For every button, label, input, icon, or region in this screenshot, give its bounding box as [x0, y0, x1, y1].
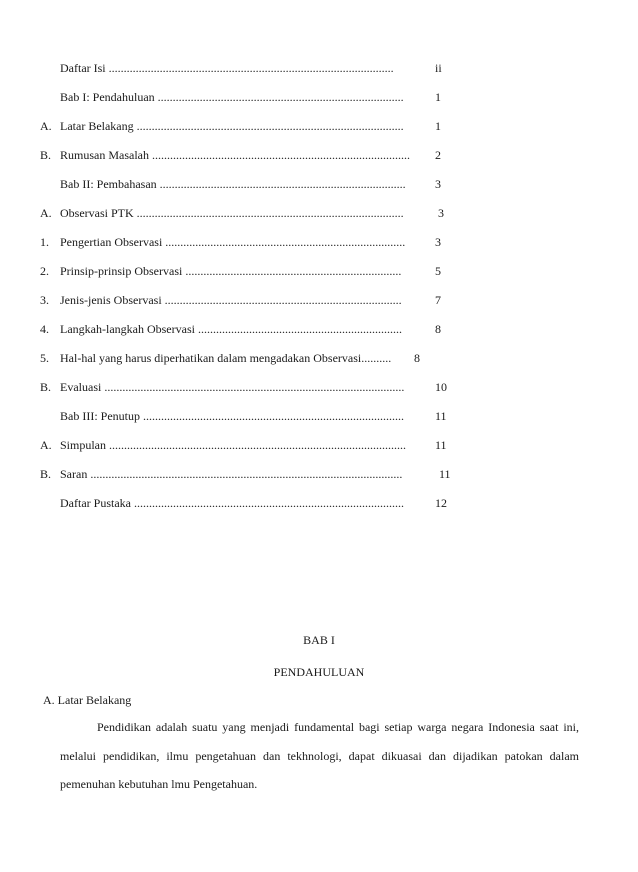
toc-entry-page: 8	[435, 322, 441, 336]
toc-entry-text: Bab II: Pembahasan ..................................................................................	[60, 177, 406, 191]
section-heading: A. Latar Belakang	[43, 693, 132, 707]
toc-entry-page: 11	[439, 467, 451, 481]
toc-entry-marker: B.	[40, 148, 52, 162]
toc-entry-text: Hal-hal yang harus diperhatikan dalam mengadakan Observasi..........	[60, 351, 392, 365]
toc-entry-text: Prinsip-prinsip Observasi ........................................................................	[60, 264, 402, 278]
toc-entry-marker: 1.	[40, 235, 49, 249]
toc-entry-marker: A.	[40, 438, 52, 452]
toc-entry-page: 11	[435, 438, 447, 452]
toc-entry-text: Latar Belakang .........................................................................................	[60, 119, 404, 133]
toc-entry-page: 3	[438, 206, 444, 220]
toc-entry-page: 11	[435, 409, 447, 423]
toc-entry-text: Pengertian Observasi ................................................................................	[60, 235, 406, 249]
toc-entry-page: 3	[435, 177, 441, 191]
toc-entry-page: 5	[435, 264, 441, 278]
toc-entry-page: 7	[435, 293, 441, 307]
toc-entry-page: 12	[435, 496, 447, 510]
toc-entry-text: Observasi PTK .........................................................................................	[60, 206, 404, 220]
toc-entry-page: ii	[435, 61, 442, 75]
toc-entry-marker: 3.	[40, 293, 49, 307]
toc-entry-page: 10	[435, 380, 447, 394]
toc-entry-text: Daftar Isi ...............................................................................................	[60, 61, 394, 75]
toc-entry-page: 2	[435, 148, 441, 162]
toc-entry-text: Daftar Pustaka ..........................................................................................	[60, 496, 404, 510]
toc-entry-page: 1	[435, 119, 441, 133]
toc-entry-page: 8	[414, 351, 420, 365]
toc-entry-marker: 5.	[40, 351, 49, 365]
toc-entry-text: Rumusan Masalah ......................................................................................	[60, 148, 410, 162]
toc-entry-text: Bab III: Penutup .......................................................................................	[60, 409, 404, 423]
toc-entry-text: Simpulan ...................................................................................................	[60, 438, 407, 452]
toc-entry-marker: A.	[40, 119, 52, 133]
toc-entry-page: 1	[435, 90, 441, 104]
toc-entry-marker: 4.	[40, 322, 49, 336]
chapter-label: BAB I	[303, 633, 335, 647]
body-paragraph: Pendidikan adalah suatu yang menjadi fundamental bagi setiap warga negara Indonesia saat ini, melalui pendidikan, ilmu pengetahuan dan tekhnologi, dapat dikuasai dan dijadikan patokan dalam pemenuhan kebutuhan lmu Pengetahuan.	[60, 720, 579, 791]
toc-entry-marker: B.	[40, 467, 52, 481]
toc-entry-text: Evaluasi ....................................................................................................	[60, 380, 405, 394]
toc-entry-marker: 2.	[40, 264, 49, 278]
toc-entry-marker: B.	[40, 380, 52, 394]
toc-entry-text: Jenis-jenis Observasi ...............................................................................	[60, 293, 402, 307]
toc-entry-text: Langkah-langkah Observasi ....................................................................	[60, 322, 402, 336]
toc-entry-text: Bab I: Pendahuluan ..................................................................................	[60, 90, 404, 104]
toc-entry-text: Saran ........................................................................................................	[60, 467, 403, 481]
toc-entry-marker: A.	[40, 206, 52, 220]
toc-entry-page: 3	[435, 235, 441, 249]
chapter-title: PENDAHULUAN	[273, 665, 365, 679]
